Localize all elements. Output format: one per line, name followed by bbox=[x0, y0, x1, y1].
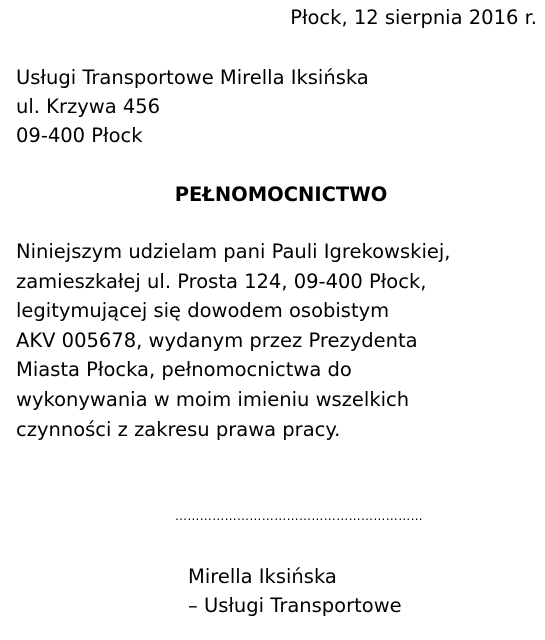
sender-street: ul. Krzywa 456 bbox=[16, 95, 161, 118]
sender-postal-city: 09-400 Płock bbox=[16, 124, 143, 147]
sender-company-name: Usługi Transportowe Mirella Iksińska bbox=[16, 66, 369, 89]
body-line: czynności z zakresu prawa pracy. bbox=[16, 417, 341, 441]
body-line: legitymującej się dowodem osobistym bbox=[16, 299, 390, 323]
signature-dotted-line: …………………………………………………… bbox=[175, 509, 423, 523]
body-line: Niniejszym udzielam pani Pauli Igrekowskiej, bbox=[16, 240, 451, 263]
signatory-company: – Usługi Transportowe bbox=[188, 594, 402, 617]
sender-address-block bbox=[16, 63, 369, 150]
document-title: PEŁNOMOCNICTWO bbox=[174, 183, 388, 206]
body-line: wykonywania w moim imieniu wszelkich bbox=[16, 387, 410, 411]
signature-block bbox=[188, 562, 402, 620]
place-and-date: Płock, 12 sierpnia 2016 r. bbox=[290, 6, 537, 29]
body-line: AKV 005678, wydanym przez Prezydenta bbox=[16, 328, 418, 352]
body-line: zamieszkałej ul. Prosta 124, 09-400 Płock, bbox=[16, 269, 427, 293]
body-line: Miasta Płocka, pełnomocnictwa do bbox=[16, 358, 352, 382]
document-body bbox=[16, 237, 450, 444]
signatory-name: Mirella Iksińska bbox=[188, 565, 337, 588]
